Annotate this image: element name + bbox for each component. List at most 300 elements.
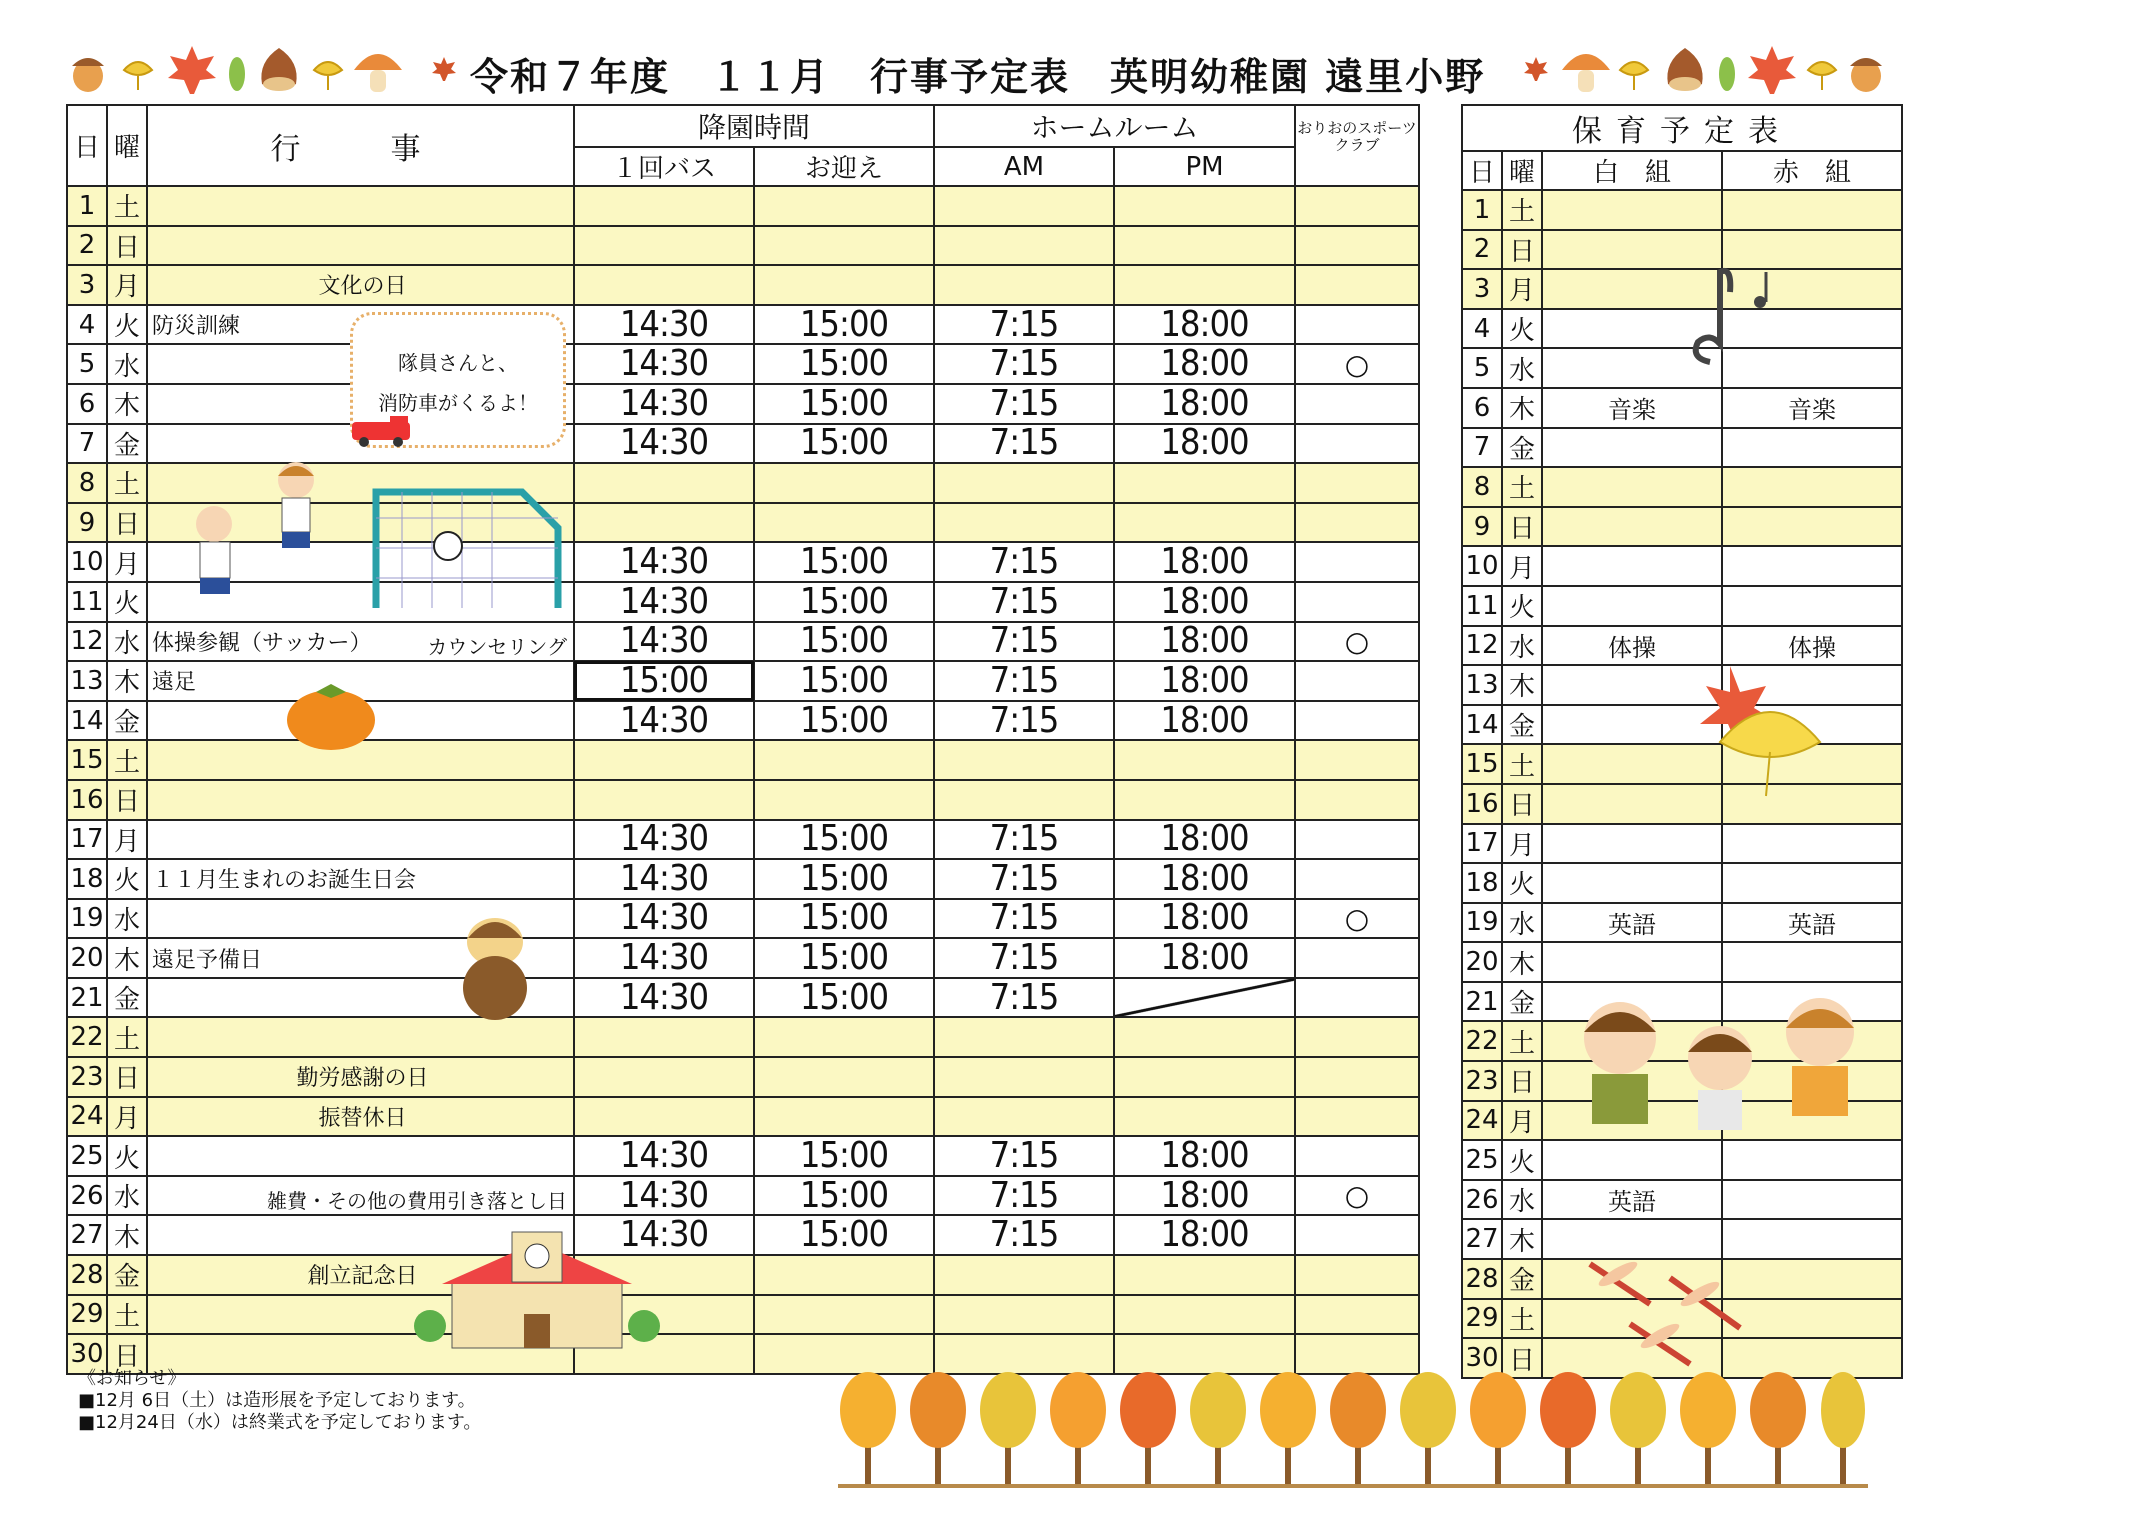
schedule-row: [67, 305, 1419, 345]
day-cell: 28: [67, 1255, 107, 1295]
day-cell: 22: [1462, 1021, 1502, 1061]
weekday-cell: 日: [1502, 230, 1542, 270]
holiday-text: 創立記念日: [307, 1264, 418, 1290]
homeroom-am-cell: 7:15: [934, 1176, 1114, 1216]
red-class-cell: [1722, 546, 1902, 586]
children-eating-icon: [1570, 992, 1880, 1142]
event-text: 体操参観（サッカー）: [152, 630, 372, 656]
weekday-cell: 月: [107, 265, 147, 305]
sports-club-cell: [1295, 582, 1419, 622]
ginkgo-leaf-icon: [1616, 56, 1652, 92]
sports-club-cell: [1295, 740, 1419, 780]
weekday-cell: 木: [1502, 388, 1542, 428]
homeroom-am-cell: 7:15: [934, 305, 1114, 345]
weekday-cell: 月: [1502, 546, 1542, 586]
weekday-cell: 土: [1502, 1299, 1542, 1339]
white-class-cell: 音楽: [1542, 388, 1722, 428]
mushroom-icon: [1558, 42, 1614, 98]
ginkgo-leaf-icon: [310, 56, 346, 92]
maple-leaf-icon: [430, 52, 458, 86]
weekday-cell: 金: [107, 978, 147, 1018]
day-cell: 30: [1462, 1338, 1502, 1378]
weekday-cell: 木: [107, 661, 147, 701]
homeroom-am-cell: 7:15: [934, 820, 1114, 860]
header-bus: １回バス: [574, 147, 754, 186]
day-cell: 19: [1462, 903, 1502, 943]
side-header-day: 日: [1462, 151, 1502, 190]
day-cell: 12: [1462, 626, 1502, 666]
pickup-time-cell: 15:00: [754, 701, 934, 741]
header-dismissal: 降園時間: [574, 105, 934, 147]
weekday-cell: 日: [1502, 1061, 1542, 1101]
sports-club-cell: [1295, 542, 1419, 582]
day-cell: 17: [67, 820, 107, 860]
acorn-icon: [68, 46, 108, 94]
homeroom-pm-cell: 18:00: [1114, 899, 1295, 939]
weekday-cell: 水: [1502, 903, 1542, 943]
homeroom-am-cell: [934, 1057, 1114, 1097]
homeroom-pm-cell: [1114, 1295, 1295, 1335]
homeroom-pm-cell: [1114, 780, 1295, 820]
day-cell: 12: [67, 622, 107, 662]
homeroom-am-cell: 7:15: [934, 661, 1114, 701]
weekday-cell: 土: [1502, 190, 1542, 230]
sports-club-cell: [1295, 978, 1419, 1018]
white-class-cell: [1542, 824, 1722, 864]
event-cell: [147, 1136, 574, 1176]
pickup-time-cell: [754, 1295, 934, 1335]
weekday-cell: 金: [107, 424, 147, 464]
chestnut-icon: [1660, 44, 1710, 94]
red-class-cell: [1722, 586, 1902, 626]
red-class-cell: [1722, 863, 1902, 903]
day-cell: 21: [1462, 982, 1502, 1022]
bus-time-cell: 14:30: [574, 938, 754, 978]
pickup-time-cell: 15:00: [754, 384, 934, 424]
bus-time-cell: 14:30: [574, 1136, 754, 1176]
schedule-row: [67, 701, 1419, 741]
bus-time-cell: [574, 740, 754, 780]
weekday-cell: 日: [1502, 784, 1542, 824]
homeroom-pm-cell: [1114, 1057, 1295, 1097]
day-cell: 11: [1462, 586, 1502, 626]
homeroom-am-cell: 7:15: [934, 344, 1114, 384]
homeroom-pm-cell: 18:00: [1114, 859, 1295, 899]
notice-item: ■12月 6日（土）は造形展を予定しております。: [78, 1390, 476, 1411]
autumn-leaves-icon: [1670, 662, 1840, 802]
notice-heading: 《お知らせ》: [78, 1368, 186, 1389]
weekday-cell: 水: [1502, 348, 1542, 388]
autumn-trees-icon: [838, 1366, 1868, 1490]
white-class-cell: [1542, 586, 1722, 626]
homeroom-am-cell: 7:15: [934, 622, 1114, 662]
weekday-cell: 月: [107, 820, 147, 860]
homeroom-am-cell: [934, 186, 1114, 226]
white-class-cell: 体操: [1542, 626, 1722, 666]
homeroom-pm-cell: 18:00: [1114, 938, 1295, 978]
event-cell: [147, 1017, 574, 1057]
weekday-cell: 金: [1502, 705, 1542, 745]
class-plan-row: [1462, 824, 1902, 864]
homeroom-pm-cell: [1114, 1255, 1295, 1295]
day-cell: 15: [1462, 744, 1502, 784]
header-day: 日: [67, 105, 107, 186]
sports-club-cell: ○: [1295, 622, 1419, 662]
class-plan-row: [1462, 388, 1902, 428]
white-class-cell: [1542, 507, 1722, 547]
white-class-cell: [1542, 467, 1722, 507]
sports-club-cell: [1295, 938, 1419, 978]
sports-club-cell: [1295, 1057, 1419, 1097]
bus-time-cell: 14:30: [574, 344, 754, 384]
weekday-cell: 土: [1502, 744, 1542, 784]
homeroom-pm-cell: [1114, 226, 1295, 266]
red-class-cell: [1722, 1140, 1902, 1180]
day-cell: 16: [67, 780, 107, 820]
homeroom-pm-cell: 18:00: [1114, 344, 1295, 384]
day-cell: 5: [1462, 348, 1502, 388]
red-class-cell: [1722, 942, 1902, 982]
homeroom-am-cell: 7:15: [934, 542, 1114, 582]
weekday-cell: 火: [1502, 309, 1542, 349]
pickup-time-cell: 15:00: [754, 305, 934, 345]
day-cell: 18: [1462, 863, 1502, 903]
homeroom-am-cell: 7:15: [934, 701, 1114, 741]
bus-time-cell: [574, 226, 754, 266]
weekday-cell: 月: [107, 1097, 147, 1137]
event-note-text: カウンセリング: [427, 634, 567, 659]
schedule-row: [67, 186, 1419, 226]
bus-time-cell: 14:30: [574, 542, 754, 582]
schedule-row: [67, 265, 1419, 305]
day-cell: 9: [67, 503, 107, 543]
day-cell: 3: [1462, 269, 1502, 309]
day-cell: 21: [67, 978, 107, 1018]
homeroom-am-cell: 7:15: [934, 938, 1114, 978]
day-cell: 10: [1462, 546, 1502, 586]
weekday-cell: 水: [1502, 626, 1542, 666]
holiday-text: 勤労感謝の日: [296, 1066, 429, 1092]
page-title: 令和７年度 １１月 行事予定表 英明幼稚園 遠里小野: [470, 55, 1486, 99]
weekday-cell: 日: [107, 1057, 147, 1097]
weekday-cell: 木: [107, 1215, 147, 1255]
schedule-row: [67, 661, 1419, 701]
day-cell: 6: [67, 384, 107, 424]
schedule-row: [67, 780, 1419, 820]
holiday-text: 振替休日: [318, 1105, 407, 1131]
bus-time-cell: 14:30: [574, 622, 754, 662]
red-class-cell: [1722, 824, 1902, 864]
day-cell: 27: [67, 1215, 107, 1255]
homeroom-pm-cell: 18:00: [1114, 384, 1295, 424]
kindergarten-building-icon: [412, 1222, 662, 1352]
day-cell: 2: [67, 226, 107, 266]
weekday-cell: 日: [107, 226, 147, 266]
homeroom-am-cell: 7:15: [934, 582, 1114, 622]
red-class-cell: [1722, 428, 1902, 468]
weekday-cell: 月: [107, 542, 147, 582]
red-class-cell: [1722, 467, 1902, 507]
day-cell: 6: [1462, 388, 1502, 428]
day-cell: 25: [67, 1136, 107, 1176]
pickup-time-cell: 15:00: [754, 859, 934, 899]
schedule-row: [67, 820, 1419, 860]
red-class-cell: [1722, 190, 1902, 230]
weekday-cell: 金: [107, 1255, 147, 1295]
event-cell: [147, 186, 574, 226]
weekday-cell: 火: [107, 582, 147, 622]
event-note-text: 雑費・その他の費用引き落とし日: [267, 1188, 567, 1213]
header-white-class: 白 組: [1542, 151, 1722, 190]
bus-time-cell: 15:00: [574, 661, 754, 701]
homeroom-am-cell: 7:15: [934, 1136, 1114, 1176]
sports-club-cell: [1295, 186, 1419, 226]
sports-club-cell: [1295, 1136, 1419, 1176]
class-plan-row: [1462, 546, 1902, 586]
homeroom-am-cell: [934, 503, 1114, 543]
pickup-time-cell: [754, 1017, 934, 1057]
bus-time-cell: 14:30: [574, 859, 754, 899]
header-dow: 曜: [107, 105, 147, 186]
bus-time-cell: 14:30: [574, 582, 754, 622]
homeroom-pm-cell: 18:00: [1114, 701, 1295, 741]
day-cell: 1: [1462, 190, 1502, 230]
day-cell: 14: [67, 701, 107, 741]
event-text: 遠足予備日: [152, 947, 263, 973]
sports-club-cell: [1295, 859, 1419, 899]
day-cell: 29: [67, 1295, 107, 1335]
bus-time-cell: [574, 186, 754, 226]
title-bar: [60, 38, 1900, 108]
header-sports-club: おりおのスポーツクラブ: [1295, 105, 1419, 186]
event-text: 防災訓練: [152, 314, 241, 340]
homeroom-pm-cell: [1114, 186, 1295, 226]
leaf-icon: [226, 54, 248, 94]
weekday-cell: 木: [1502, 942, 1542, 982]
bus-time-cell: [574, 1057, 754, 1097]
schedule-row: [67, 1057, 1419, 1097]
fire-truck-icon: [350, 414, 414, 448]
homeroom-pm-cell: [1114, 1097, 1295, 1137]
sports-club-cell: ○: [1295, 1176, 1419, 1216]
pickup-time-cell: 15:00: [754, 661, 934, 701]
bus-time-cell: 14:30: [574, 978, 754, 1018]
mushroom-icon: [350, 42, 406, 98]
weekday-cell: 木: [107, 384, 147, 424]
class-plan-row: [1462, 903, 1902, 943]
schedule-row: [67, 622, 1419, 662]
white-class-cell: [1542, 863, 1722, 903]
weekday-cell: 木: [1502, 665, 1542, 705]
weekday-cell: 土: [107, 186, 147, 226]
sports-club-cell: [1295, 1017, 1419, 1057]
weekday-cell: 日: [107, 1334, 147, 1374]
pickup-time-cell: 15:00: [754, 1136, 934, 1176]
event-cell: [147, 859, 574, 899]
day-cell: 13: [1462, 665, 1502, 705]
pickup-time-cell: [754, 463, 934, 503]
day-cell: 13: [67, 661, 107, 701]
day-cell: 4: [67, 305, 107, 345]
homeroom-pm-cell: 18:00: [1114, 424, 1295, 464]
day-cell: 11: [67, 582, 107, 622]
homeroom-pm-cell: [1114, 978, 1295, 1018]
weekday-cell: 金: [1502, 428, 1542, 468]
weekday-cell: 水: [107, 1176, 147, 1216]
sports-club-cell: [1295, 661, 1419, 701]
sports-club-cell: [1295, 265, 1419, 305]
header-am: AM: [934, 147, 1114, 186]
pickup-time-cell: 15:00: [754, 938, 934, 978]
sports-club-cell: [1295, 1215, 1419, 1255]
maple-leaf-icon: [1744, 42, 1800, 98]
weekday-cell: 水: [107, 899, 147, 939]
class-plan-row: [1462, 1140, 1902, 1180]
schedule-row: [67, 859, 1419, 899]
homeroom-pm-cell: 18:00: [1114, 661, 1295, 701]
day-cell: 5: [67, 344, 107, 384]
pickup-time-cell: 15:00: [754, 622, 934, 662]
day-cell: 22: [67, 1017, 107, 1057]
children-playing-icon: [178, 460, 338, 610]
schedule-row: [67, 344, 1419, 384]
white-class-cell: 英語: [1542, 1180, 1722, 1220]
schedule-row: [67, 1176, 1419, 1216]
ginkgo-leaf-icon: [1804, 56, 1840, 92]
homeroom-pm-cell: [1114, 463, 1295, 503]
class-plan-row: [1462, 942, 1902, 982]
weekday-cell: 土: [107, 740, 147, 780]
header-homeroom: ホームルーム: [934, 105, 1295, 147]
day-cell: 2: [1462, 230, 1502, 270]
schedule-row: [67, 1255, 1419, 1295]
event-cell: [147, 265, 574, 305]
homeroom-am-cell: 7:15: [934, 978, 1114, 1018]
weekday-cell: 土: [107, 1017, 147, 1057]
weekday-cell: 金: [107, 701, 147, 741]
homeroom-am-cell: [934, 1255, 1114, 1295]
class-plan-row: [1462, 467, 1902, 507]
bus-time-cell: 14:30: [574, 424, 754, 464]
day-cell: 8: [67, 463, 107, 503]
schedule-row: [67, 978, 1419, 1018]
weekday-cell: 火: [1502, 863, 1542, 903]
day-cell: 15: [67, 740, 107, 780]
schedule-row: [67, 1017, 1419, 1057]
homeroom-am-cell: [934, 226, 1114, 266]
event-cell: [147, 780, 574, 820]
homeroom-pm-cell: 18:00: [1114, 305, 1295, 345]
schedule-row: [67, 740, 1419, 780]
homeroom-pm-cell: 18:00: [1114, 622, 1295, 662]
sports-club-cell: [1295, 384, 1419, 424]
red-class-cell: 英語: [1722, 903, 1902, 943]
weekday-cell: 土: [1502, 467, 1542, 507]
schedule-row: [67, 1295, 1419, 1335]
day-cell: 8: [1462, 467, 1502, 507]
bus-time-cell: [574, 780, 754, 820]
pickup-time-cell: [754, 1097, 934, 1137]
weekday-cell: 日: [107, 503, 147, 543]
white-class-cell: [1542, 546, 1722, 586]
class-plan-row: [1462, 863, 1902, 903]
pickup-time-cell: 15:00: [754, 542, 934, 582]
class-plan-row: [1462, 190, 1902, 230]
pickup-time-cell: [754, 226, 934, 266]
pickup-time-cell: [754, 1255, 934, 1295]
bus-time-cell: 14:30: [574, 899, 754, 939]
weekday-cell: 月: [1502, 824, 1542, 864]
sports-club-cell: ○: [1295, 899, 1419, 939]
weekday-cell: 日: [1502, 507, 1542, 547]
weekday-cell: 日: [107, 780, 147, 820]
soccer-goal-icon: [372, 488, 562, 614]
class-plan-row: [1462, 586, 1902, 626]
pickup-time-cell: [754, 503, 934, 543]
leaf-icon: [1716, 54, 1738, 94]
day-cell: 7: [67, 424, 107, 464]
header-red-class: 赤 組: [1722, 151, 1902, 190]
music-note-icon: [1680, 262, 1780, 372]
schedule-row: [67, 384, 1419, 424]
weekday-cell: 火: [1502, 1140, 1542, 1180]
weekday-cell: 日: [1502, 1338, 1542, 1378]
homeroom-pm-cell: 18:00: [1114, 1176, 1295, 1216]
homeroom-am-cell: 7:15: [934, 1215, 1114, 1255]
schedule-row: [67, 1097, 1419, 1137]
homeroom-pm-cell: 18:00: [1114, 582, 1295, 622]
bubble-line-2: 消防車がくるよ！: [378, 391, 538, 415]
day-cell: 25: [1462, 1140, 1502, 1180]
pickup-time-cell: [754, 1057, 934, 1097]
bus-time-cell: 14:30: [574, 384, 754, 424]
dragonfly-icon: [1660, 1268, 1750, 1338]
weekday-cell: 火: [1502, 586, 1542, 626]
pickup-time-cell: 15:00: [754, 899, 934, 939]
schedule-row: [67, 1215, 1419, 1255]
day-cell: 20: [67, 938, 107, 978]
day-cell: 24: [67, 1097, 107, 1137]
weekday-cell: 火: [107, 305, 147, 345]
day-cell: 4: [1462, 309, 1502, 349]
day-cell: 23: [67, 1057, 107, 1097]
homeroom-am-cell: 7:15: [934, 899, 1114, 939]
sports-club-cell: [1295, 820, 1419, 860]
event-cell: [147, 226, 574, 266]
day-cell: 27: [1462, 1219, 1502, 1259]
homeroom-am-cell: [934, 740, 1114, 780]
homeroom-pm-cell: 18:00: [1114, 820, 1295, 860]
day-cell: 29: [1462, 1299, 1502, 1339]
class-plan-row: [1462, 428, 1902, 468]
homeroom-am-cell: 7:15: [934, 424, 1114, 464]
pickup-time-cell: 15:00: [754, 978, 934, 1018]
header-event: 行 事: [147, 105, 574, 186]
bus-time-cell: 14:30: [574, 1215, 754, 1255]
pickup-time-cell: [754, 780, 934, 820]
weekday-cell: 金: [1502, 1259, 1542, 1299]
weekday-cell: 木: [107, 938, 147, 978]
pickup-time-cell: 15:00: [754, 1215, 934, 1255]
red-class-cell: 体操: [1722, 626, 1902, 666]
homeroom-pm-cell: [1114, 1017, 1295, 1057]
bus-time-cell: [574, 265, 754, 305]
class-plan-row: [1462, 507, 1902, 547]
schedule-row: [67, 938, 1419, 978]
pickup-time-cell: 15:00: [754, 820, 934, 860]
pickup-time-cell: 15:00: [754, 582, 934, 622]
bus-time-cell: 14:30: [574, 305, 754, 345]
